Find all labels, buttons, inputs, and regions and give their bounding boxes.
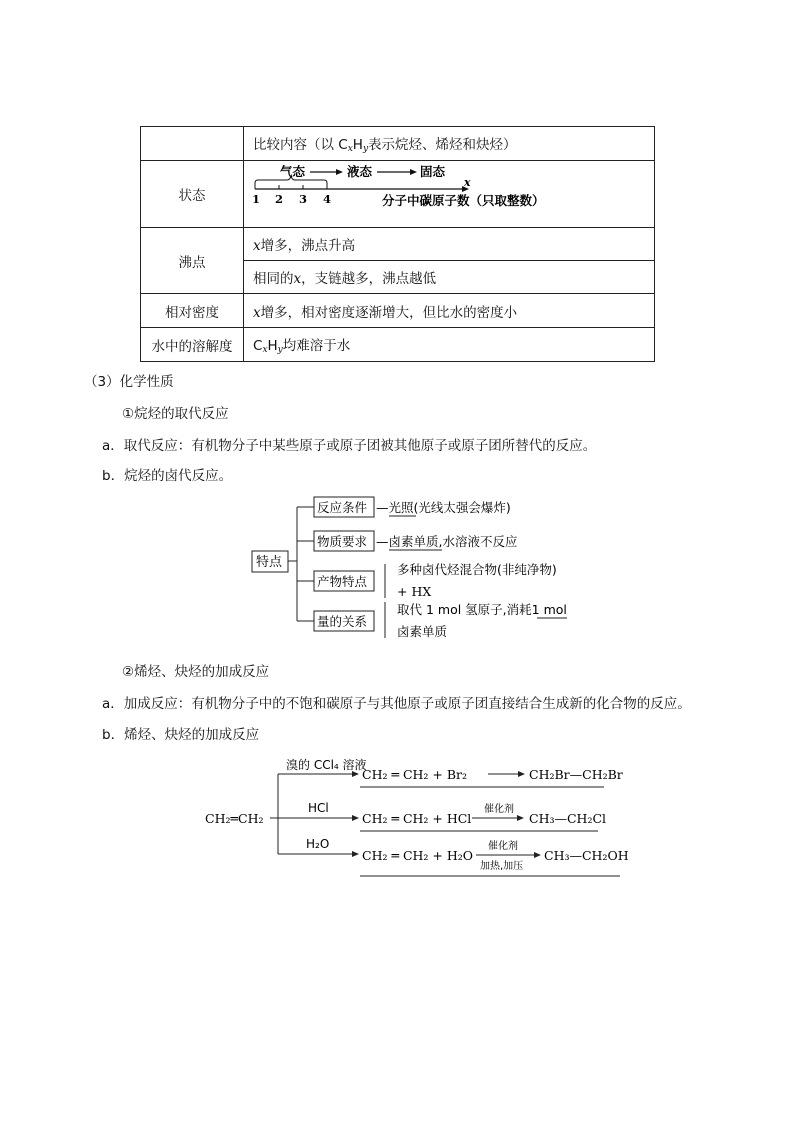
product-label: 产物特点 bbox=[317, 574, 368, 589]
eq3-condition-top: 催化剂 bbox=[488, 841, 518, 852]
subheading-substitution: ①烷烃的取代反应 bbox=[122, 406, 229, 422]
section-heading: （3）化学性质 bbox=[84, 374, 174, 390]
table-row bbox=[141, 228, 655, 261]
eq2-left: CH₂ ═ CH₂ + HCl bbox=[362, 811, 472, 826]
paragraph-addition-definition: a．加成反应：有机物分子中的不饱和碳原子与其他原子或原子团直接结合生成新的化合物的反应。 bbox=[102, 696, 691, 712]
arrow-head bbox=[352, 815, 359, 821]
addition-diagram bbox=[200, 752, 640, 884]
table-row bbox=[141, 161, 655, 228]
quantity-line-2: 卤素单质 bbox=[397, 624, 448, 639]
axis-tick-label: 2 bbox=[275, 192, 284, 206]
arrow-head bbox=[336, 169, 343, 175]
subheading-addition: ②烯烃、炔烃的加成反应 bbox=[122, 664, 270, 680]
quantity-line-1: 取代 1 mol 氢原子,消耗1 mol bbox=[397, 602, 567, 617]
eq1-right: CH₂Br—CH₂Br bbox=[529, 767, 623, 782]
solid-label: 固态 bbox=[420, 164, 446, 179]
requirement-label: 物质要求 bbox=[317, 534, 368, 549]
table-header-label bbox=[141, 127, 244, 161]
solubility-label: 水中的溶解度 bbox=[141, 328, 244, 362]
axis-tick-label: 4 bbox=[323, 192, 332, 206]
state-label: 状态 bbox=[141, 161, 244, 228]
gas-label: 气态 bbox=[280, 164, 306, 179]
arrow-head bbox=[534, 852, 541, 858]
solubility-text: $C_xH_y$均难溶于水 bbox=[244, 328, 655, 362]
condition-label: 反应条件 bbox=[317, 500, 368, 515]
eq1-left: CH₂ ═ CH₂ + Br₂ bbox=[362, 767, 468, 782]
table-row bbox=[141, 328, 655, 362]
reagent-hcl: HCl bbox=[308, 801, 329, 815]
boiling-row-2: 相同的x，支链越多，沸点越低 bbox=[244, 261, 655, 294]
reagent-water: H₂O bbox=[306, 837, 330, 851]
paragraph-addition-reactions: b．烯烃、炔烃的加成反应 bbox=[102, 727, 260, 743]
boiling-label: 沸点 bbox=[141, 228, 244, 294]
eq3-condition-bottom: 加热,加压 bbox=[480, 861, 524, 872]
paragraph-substitution-definition: a．取代反应：有机物分子中某些原子或原子团被其他原子或原子团所替代的反应。 bbox=[102, 438, 597, 454]
eq3-right: CH₃—CH₂OH bbox=[544, 848, 629, 863]
arrow-head bbox=[517, 815, 524, 821]
arrow-head bbox=[518, 771, 525, 777]
root-label: 特点 bbox=[256, 555, 283, 570]
arrow-head bbox=[410, 169, 417, 175]
eq3-left: CH₂ ═ CH₂ + H₂O bbox=[362, 848, 474, 863]
boiling-row-1: x增多，沸点升高 bbox=[244, 228, 655, 261]
arrow-head bbox=[352, 851, 359, 857]
eq2-condition: 催化剂 bbox=[484, 804, 514, 815]
product-line-1: 多种卤代烃混合物(非纯净物) bbox=[397, 562, 557, 577]
state-diagram-cell bbox=[244, 161, 655, 228]
paragraph-halogenation: b．烷烃的卤代反应。 bbox=[102, 468, 233, 484]
axis-tick-label: 3 bbox=[299, 192, 308, 206]
product-line-2: + HX bbox=[397, 584, 432, 599]
reagent-bromine: 溴的 CCl₄ 溶液 bbox=[286, 758, 367, 772]
table-row bbox=[141, 127, 655, 161]
density-label: 相对密度 bbox=[141, 294, 244, 328]
axis-tick-label: 1 bbox=[252, 192, 261, 206]
axis-variable: x bbox=[464, 176, 471, 189]
requirement-text: —卤素单质,水溶液不反应 bbox=[376, 534, 518, 549]
quantity-label: 量的关系 bbox=[317, 614, 368, 629]
axis-caption: 分子中碳原子数（只取整数） bbox=[382, 193, 545, 208]
density-text: x增多，相对密度逐渐增大，但比水的密度小 bbox=[244, 294, 655, 328]
property-table bbox=[140, 126, 655, 362]
halogenation-diagram bbox=[245, 492, 605, 644]
state-axis-diagram bbox=[244, 161, 630, 223]
condition-text: —光照(光线太强会爆炸) bbox=[376, 500, 511, 515]
table-row bbox=[141, 294, 655, 328]
eq2-right: CH₃—CH₂Cl bbox=[529, 811, 607, 826]
table-header-content: 比较内容（以 $C_xH_y$表示烷烃、烯烃和炔烃） bbox=[244, 127, 655, 161]
liquid-label: 液态 bbox=[347, 164, 373, 179]
reactant-ethylene: CH₂═CH₂ bbox=[205, 811, 264, 826]
